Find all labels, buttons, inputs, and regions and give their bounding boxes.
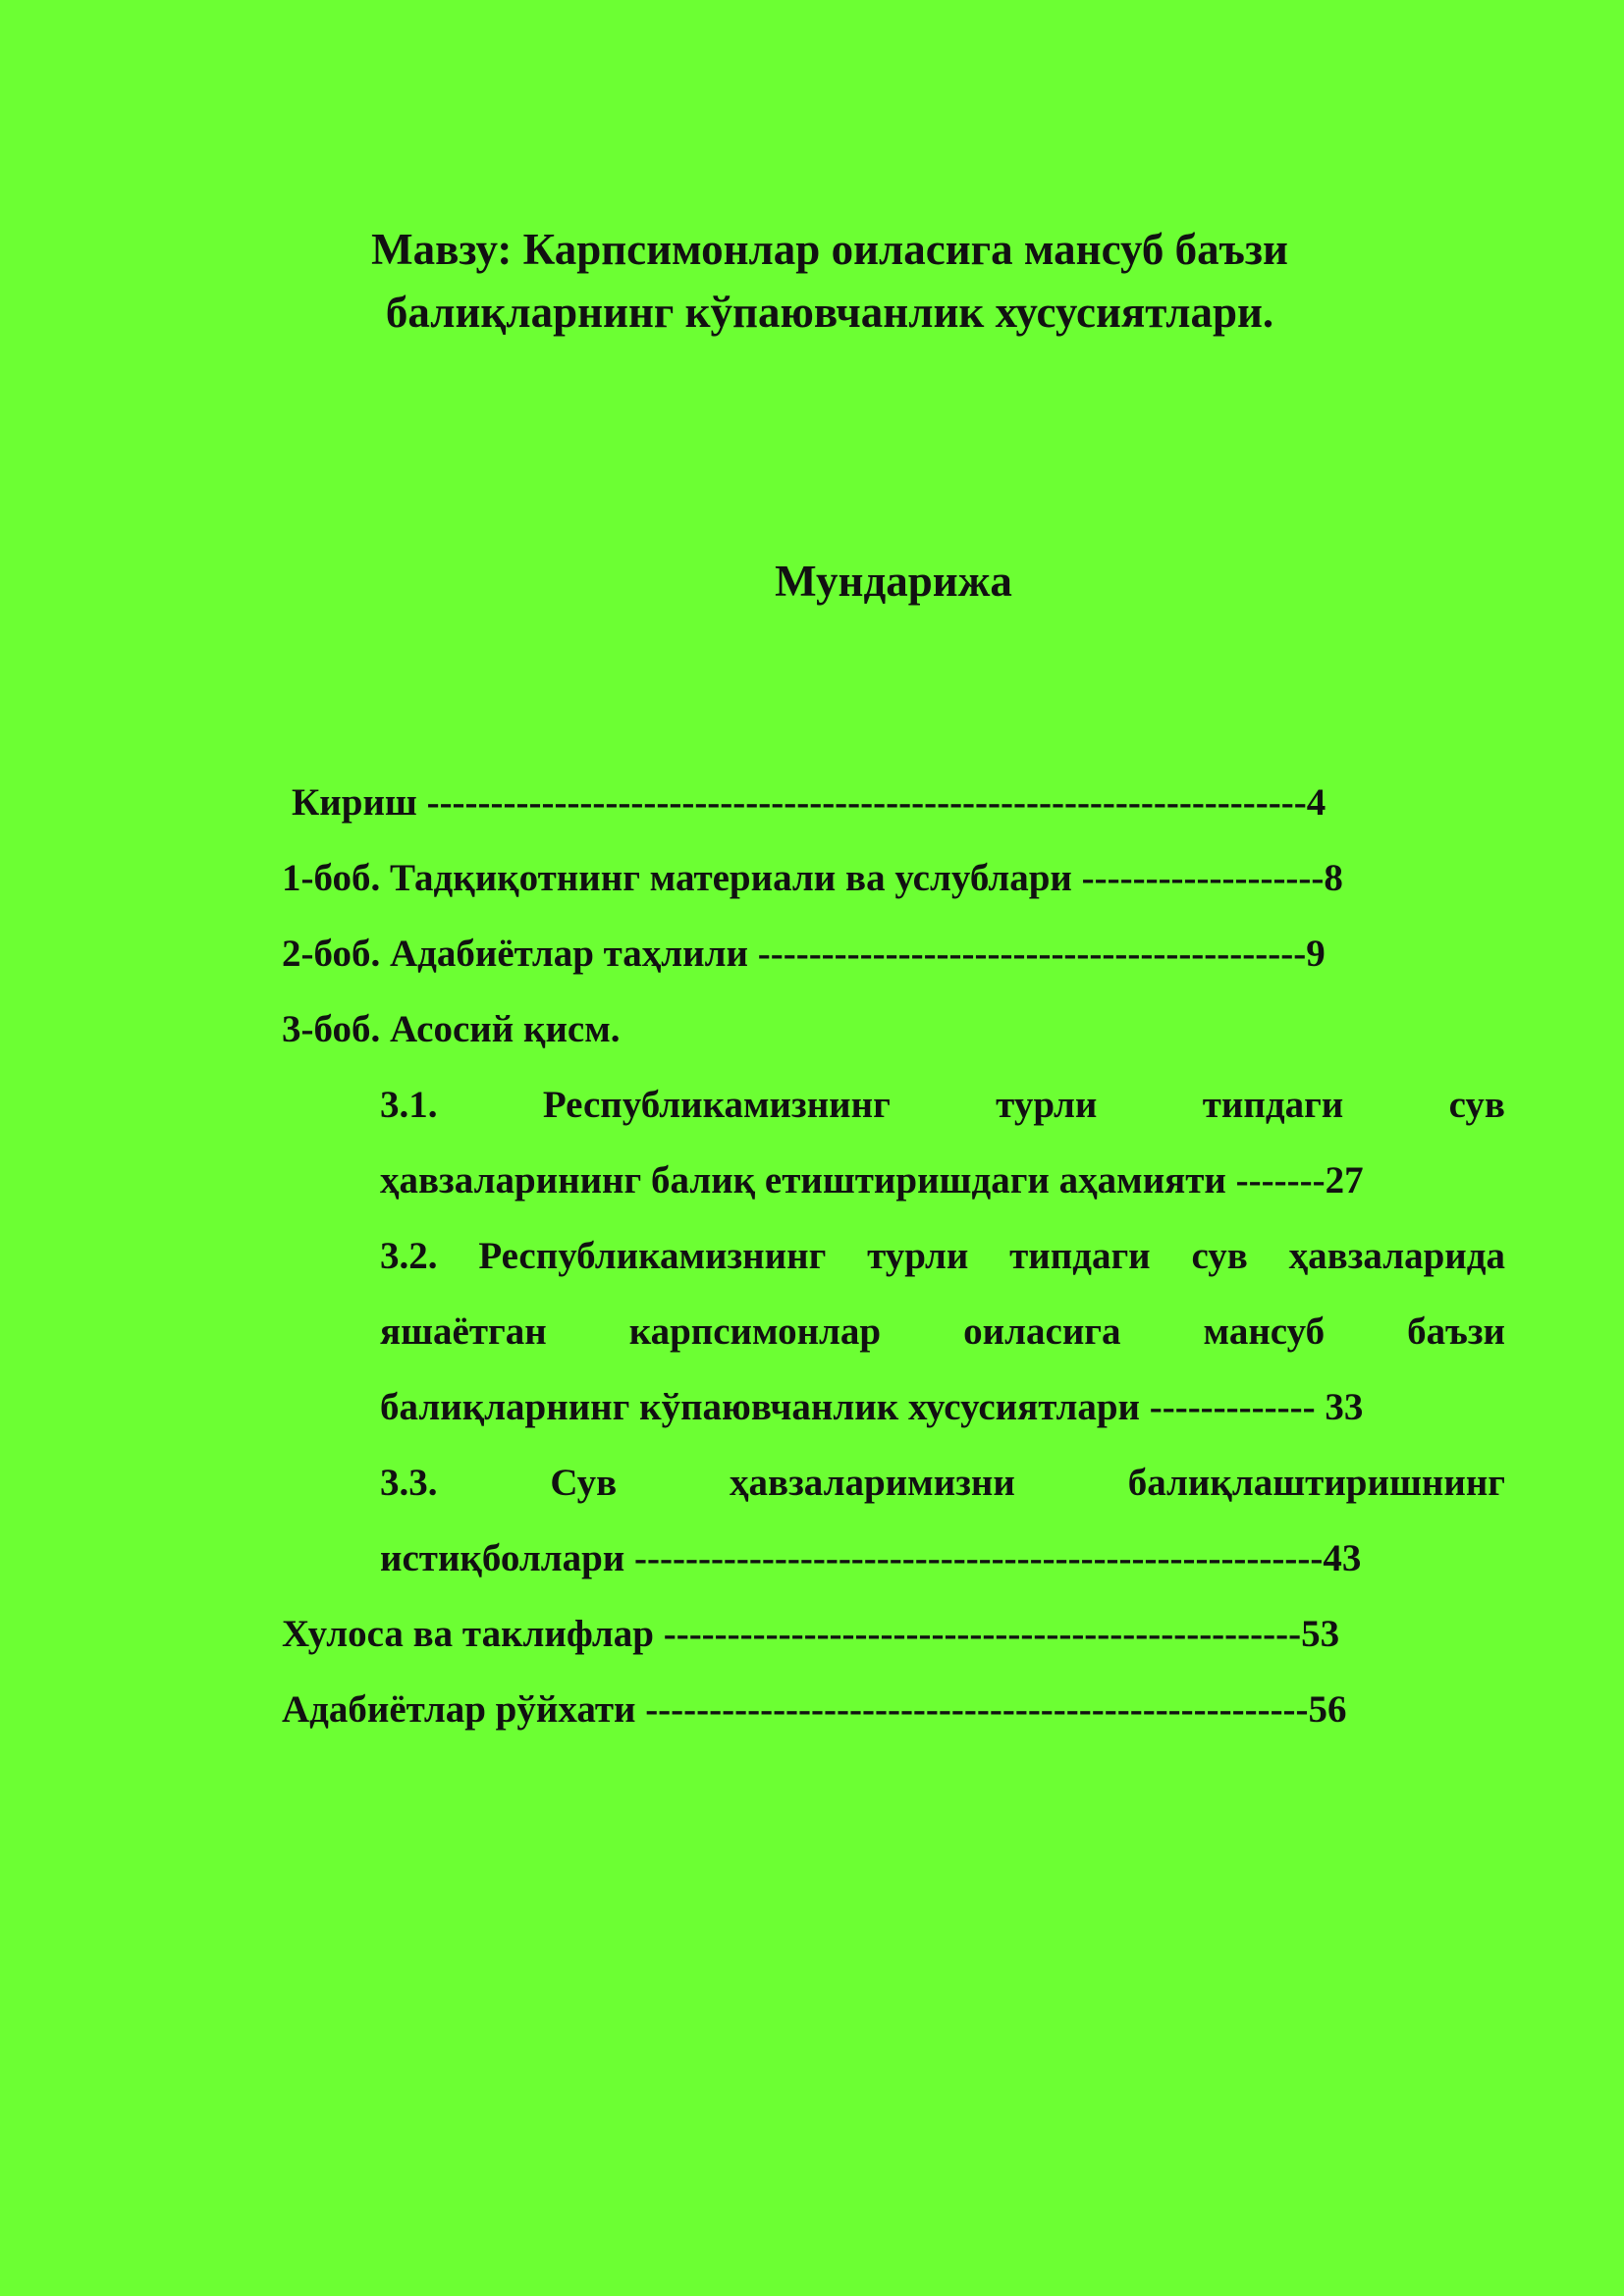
toc-entry-section-3-2-line-3: балиқларнинг кўпаювчанлик хусусиятлари ------------- 33 — [380, 1386, 1364, 1428]
toc-entry-section-3-3-line-1: 3.3. Сув ҳавзаларимизни балиқлаштиришнинг — [380, 1462, 1505, 1504]
toc-entry-chapter-1: 1-боб. Тадқиқотнинг материали ва услублари -------------------8 — [282, 857, 1343, 899]
toc-entry-conclusion: Хулоса ва таклифлар --------------------------------------------------53 — [282, 1613, 1340, 1655]
toc-entry-section-3-1-line-1: 3.1. Республикамизнинг турли типдаги сув — [380, 1084, 1505, 1126]
toc-entry-chapter-2: 2-боб. Адабиётлар таҳлили -------------------------------------------9 — [282, 933, 1326, 975]
topic-title-line-2: балиқларнинг кўпаювчанлик хусусиятлари. — [385, 288, 1274, 337]
toc-entry-chapter-3: 3-боб. Асосий қисм. — [282, 1008, 621, 1050]
toc-entry-section-3-2-line-1: 3.2. Республикамизнинг турли типдаги сув ҳавзаларида — [380, 1235, 1505, 1277]
contents-heading: Мундарижа — [775, 557, 1012, 606]
toc-entry-section-3-3-line-2: истиқболлари ------------------------------------------------------43 — [380, 1537, 1362, 1579]
toc-entry-introduction: Кириш ---------------------------------------------------------------------4 — [292, 781, 1326, 824]
toc-entry-section-3-1-line-2: ҳавзаларининг балиқ етиштиришдаги аҳамияти -------27 — [380, 1159, 1364, 1201]
topic-title-line-1: Мавзу: Карпсимонлар оиласига мансуб баъзи — [371, 225, 1288, 274]
toc-entry-section-3-2-line-2: яшаётган карпсимонлар оиласига мансуб баъзи — [380, 1310, 1505, 1353]
topic-title — [324, 218, 1335, 344]
toc-entry-references: Адабиётлар рўйхати ----------------------------------------------------56 — [282, 1688, 1347, 1731]
